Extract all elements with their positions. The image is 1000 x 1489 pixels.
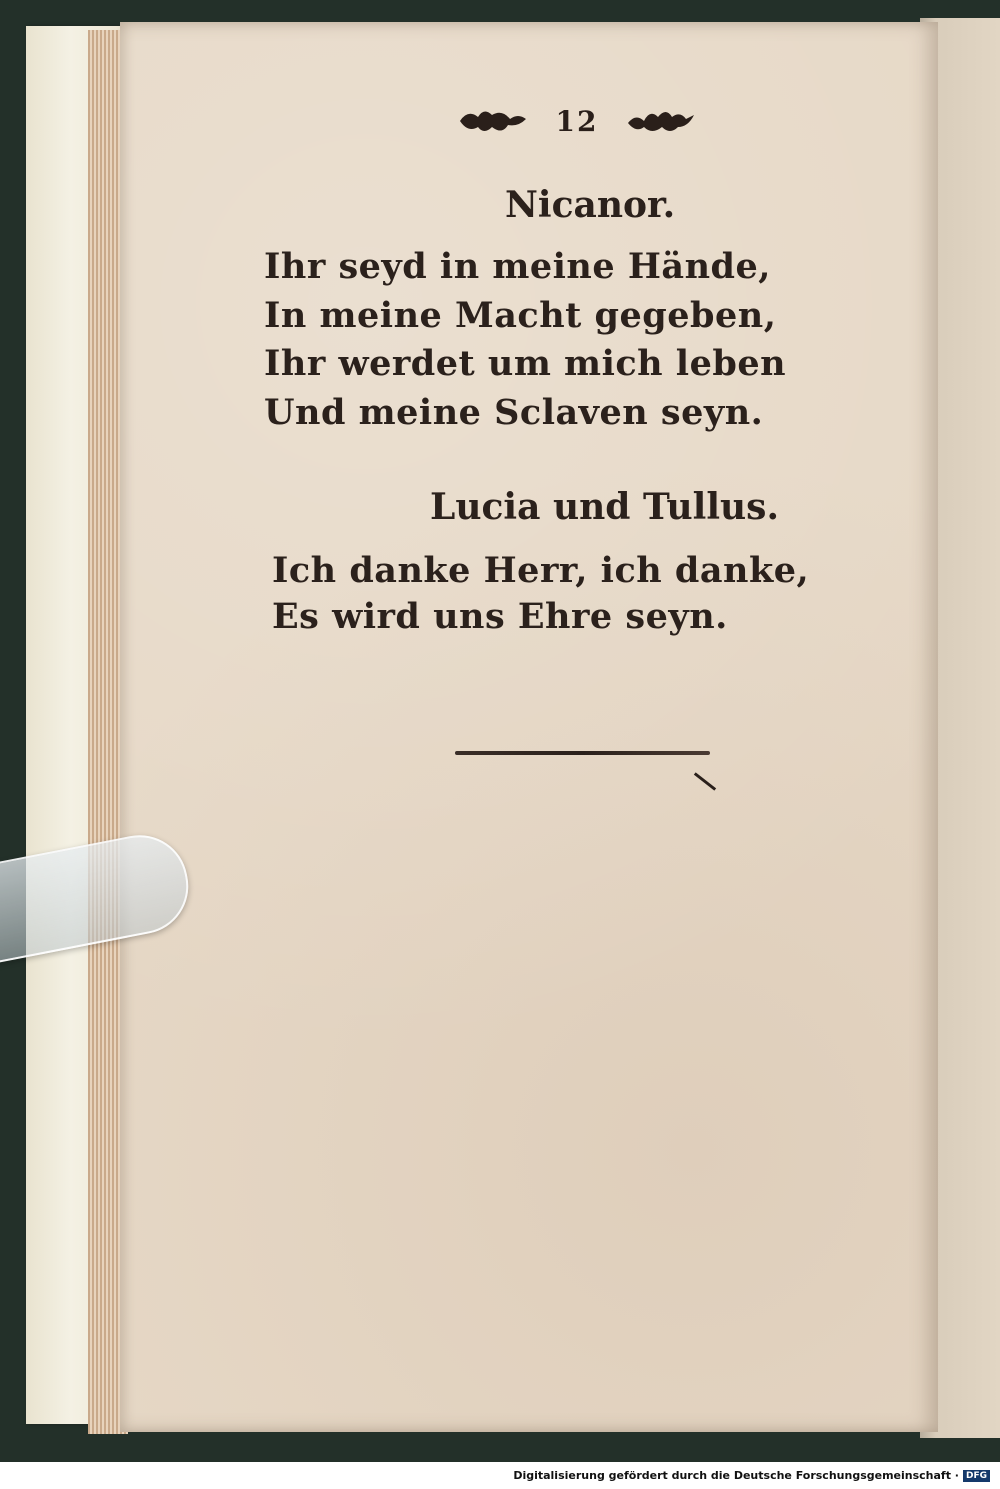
footer-bar — [0, 1462, 1000, 1489]
section-divider — [455, 751, 710, 755]
verse-line: In meine Macht gegeben, — [264, 295, 777, 336]
verse-line: Und meine Sclaven seyn. — [264, 392, 764, 433]
left-ornament-icon — [458, 105, 528, 137]
footer-credit: Digitalisierung gefördert durch die Deutsche Forschungsgemeinschaft · — [513, 1469, 959, 1482]
verse-line: Es wird uns Ehre seyn. — [272, 596, 728, 637]
verse-line: Ihr werdet um mich leben — [264, 343, 787, 384]
right-ornament-icon — [626, 105, 696, 137]
verse-line: Ich danke Herr, ich danke, — [272, 550, 810, 591]
dfg-logo-icon: DFG — [963, 1470, 990, 1482]
speaker-nicanor: Nicanor. — [505, 184, 676, 226]
verse-line: Ihr seyd in meine Hände, — [264, 246, 771, 287]
speaker-lucia-tullus: Lucia und Tullus. — [430, 486, 779, 528]
page-header — [452, 96, 702, 146]
book-page — [120, 22, 938, 1432]
page-number: 12 — [555, 104, 599, 138]
